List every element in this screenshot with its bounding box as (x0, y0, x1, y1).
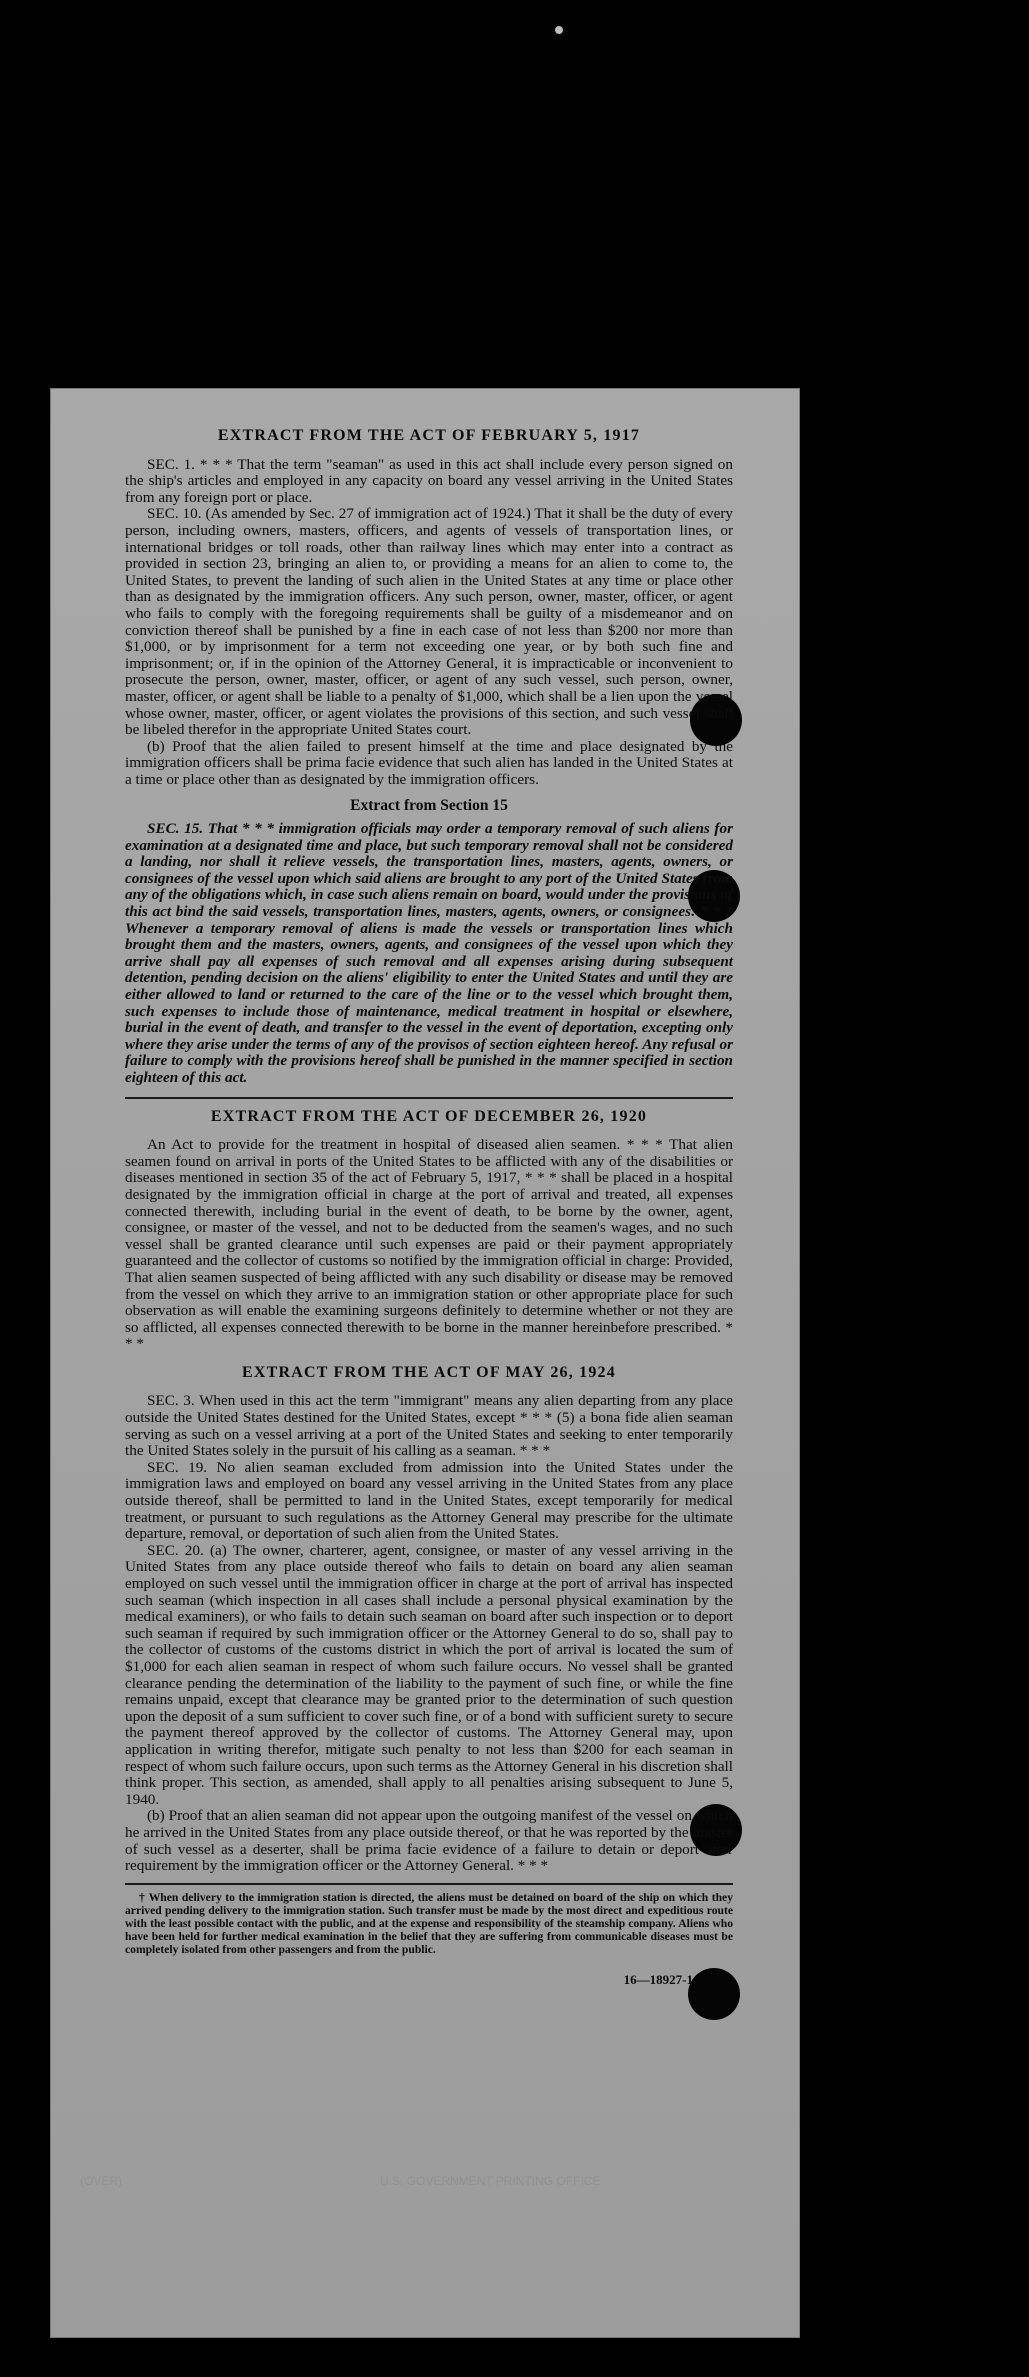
heading-act-1920: EXTRACT FROM THE ACT OF DECEMBER 26, 1920 (210, 1107, 648, 1125)
dust-speck (555, 26, 563, 34)
sec-10b-paragraph: (b) Proof that the alien failed to present himself at the time and place designated by the immigration officers shall be prima facie evidence that such alien has landed in the United States at a time or place other than as designated by the immigration officers. (125, 737, 733, 788)
section-divider (125, 1097, 733, 1099)
sec-19-paragraph: SEC. 19. No alien seaman excluded from admission into the United States under the immigration laws and employed on board any vessel arriving in the United States from any place outside thereof, shall be permitted to land in the United States, except temporarily for medical treatment, or pursuant to such regulations as the Attorney General may prescribe for the ultimate departure, removal, or deportation of such alien from the United States. (125, 1458, 733, 1543)
sec-20b-paragraph: (b) Proof that an alien seaman did not appear upon the outgoing manifest of the vessel on which he arrived in the United States from any place outside thereof, or that he was reported by the master of such vessel as a deserter, shall be prima facie evidence of a failure to detain or deport after requirement by the immigration officer or the Attorney General. * * * (125, 1807, 733, 1875)
act-1920-paragraph: An Act to provide for the treatment in hospital of diseased alien seamen. * * * That alien seamen found on arrival in ports of the United States to be afflicted with any of the disabilities or diseases mentioned in section 35 of the act of February 5, 1917, * * * shall be placed in a hospital designated by the immigration official in charge at the port of arrival and treated, all expenses connected therewith, including burial in the event of death, to be borne by the owner, agent, consignee, or master of the vessel, and not to be deducted from the seamen's wages, and no such vessel shall be granted clearance until such expenses are paid or their payment appropriately guaranteed and the collector of customs so notified by the immigration official in charge: Provided, That alien seamen suspected of being afflicted with any such disability or disease may be removed from the vessel on which they arrive to an immigration station or other appropriate place for such observation as will enable the examining surgeons definitely to determine whether or not they are so afflicted, all expenses connected therewith to be borne in the manner hereinbefore prescribed. * * * (125, 1136, 733, 1353)
sec-1-paragraph: SEC. 1. * * * That the term "seaman" as used in this act shall include every person signed on the ship's articles and employed in any capacity on board any vessel arriving in the United States from any foreign port or place. (125, 455, 733, 506)
footnote-divider (125, 1883, 733, 1885)
faint-printer-mark: U.S. GOVERNMENT PRINTING OFFICE (380, 2174, 601, 2188)
sec-20a-paragraph: SEC. 20. (a) The owner, charterer, agent, consignee, or master of any vessel arriving in the United States from any place outside thereof who fails to detain on board any alien seaman employed on such vessel until the immigration officer in charge at the port of arrival has inspected such seaman (which inspection in all cases shall include a personal physical examination by the medical examiners), or who fails to detain such seaman on board after such inspection or to deport such seaman if required by such immigration officer or the Attorney General to do so, shall pay to the collector of customs of the customs district in which the port of arrival is located the sum of $1,000 for each alien seaman in respect of whom such failure occurs. No vessel shall be granted clearance pending the determination of the liability to the payment of such fine, or while the fine remains unpaid, except that clearance may be granted prior to the determination of such question upon the deposit of a sum sufficient to cover such fine, or of a bond with sufficient surety to secure the payment thereof approved by the collector of customs. The Attorney General may, upon application in writing therefor, mitigate such penalty to not less than $200 for each seaman in respect of whom such failure occurs, upon such terms as the Attorney General in his discretion shall think proper. This section, as amended, shall apply to all penalties arising subsequent to June 5, 1940. (125, 1541, 733, 1808)
sec-3-paragraph: SEC. 3. When used in this act the term "immigrant" means any alien departing from any place outside the United States destined for the United States, except * * * (5) a bona fide alien seaman serving as such on a vessel arriving at a port of the United States and seeking to enter temporarily the United States solely in the pursuit of his calling as a seaman. * * * (125, 1392, 733, 1460)
sec-10-paragraph: SEC. 10. (As amended by Sec. 27 of immigration act of 1924.) That it shall be the duty of every person, including owners, masters, officers, and agents of vessels of transportation lines, or international bridges or toll roads, other than railway lines which may enter into a contract as provided in section 23, bringing an alien to, or providing a means for an alien to come to, the United States, to prevent the landing of such alien in the United States at any time or place other than as designated by the immigration officers. Any such person, owner, master, officer, or agent who fails to comply with the foregoing requirements shall be guilty of a misdemeanor and on conviction thereof shall be punished by a fine in each case of not less than $200 nor more than $1,000, or by imprisonment for a term not exceeding one year, or by both such fine and imprisonment; or, if in the opinion of the Attorney General, it is impracticable or inconvenient to prosecute the person, owner, master, officer, or agent of any such vessel, such person, owner, master, officer, or agent shall be liable to a penalty of $1,000, which shall be a lien upon the vessel whose owner, master, officer, or agent violates the provisions of this section, and such vessel shall be libeled therefor in the appropriate United States court. (125, 505, 733, 739)
subheading-section-15: Extract from Section 15 (350, 797, 508, 815)
sec-15-paragraph: SEC. 15. That * * * immigration officials may order a temporary removal of such aliens for examination at a designated time and place, but such temporary removal shall not be considered a landing, nor shall it relieve vessels, the transportation lines, masters, agents, owners, or consignees of the vessel upon which said aliens are brought to any port of the United States from any of the obligations which, in case such aliens remain on board, would under the provisions of this act bind the said vessels, transportation lines, masters, agents, owners, or consignees: * * * Whenever a temporary removal of aliens is made the vessels or transportation lines which brought them and the masters, owners, agents, and consignees of the vessel upon which they arrive shall pay all expenses of such removal and all expenses arising during subsequent detention, pending decision on the aliens' eligibility to enter the United States and until they are either allowed to land or returned to the care of the line or to the vessel which brought them, such expenses to include those of maintenance, medical treatment in hospital or elsewhere, burial in the event of death, and transfer to the vessel in the event of deportation, excepting only where they arise under the terms of any of the provisos of section eighteen hereof. Any refusal or failure to comply with the provisions hereof shall be punished in the manner specified in section eighteen of this act. (125, 820, 733, 1086)
heading-act-1917: EXTRACT FROM THE ACT OF FEBRUARY 5, 1917 (217, 427, 641, 444)
faint-over-mark: (OVER) (80, 2174, 122, 2188)
heading-act-1924: EXTRACT FROM THE ACT OF MAY 26, 1924 (242, 1363, 616, 1381)
footnote: † When delivery to the immigration station is directed, the aliens must be detained on board of the ship on which they arrived pending delivery to the immigration station. Such transfer must be made by the most direct and expeditious route with the least possible contact with the public, and at the expense and responsibility of the steamship company. Aliens who have been held for further medical examination in the belief that they are suffering from communicable diseases must be completely isolated from other passengers and from the public. (125, 1890, 733, 1956)
document-page (50, 388, 800, 2338)
document-body (125, 428, 733, 1988)
form-number: 16—18927-1 (623, 1971, 693, 1987)
